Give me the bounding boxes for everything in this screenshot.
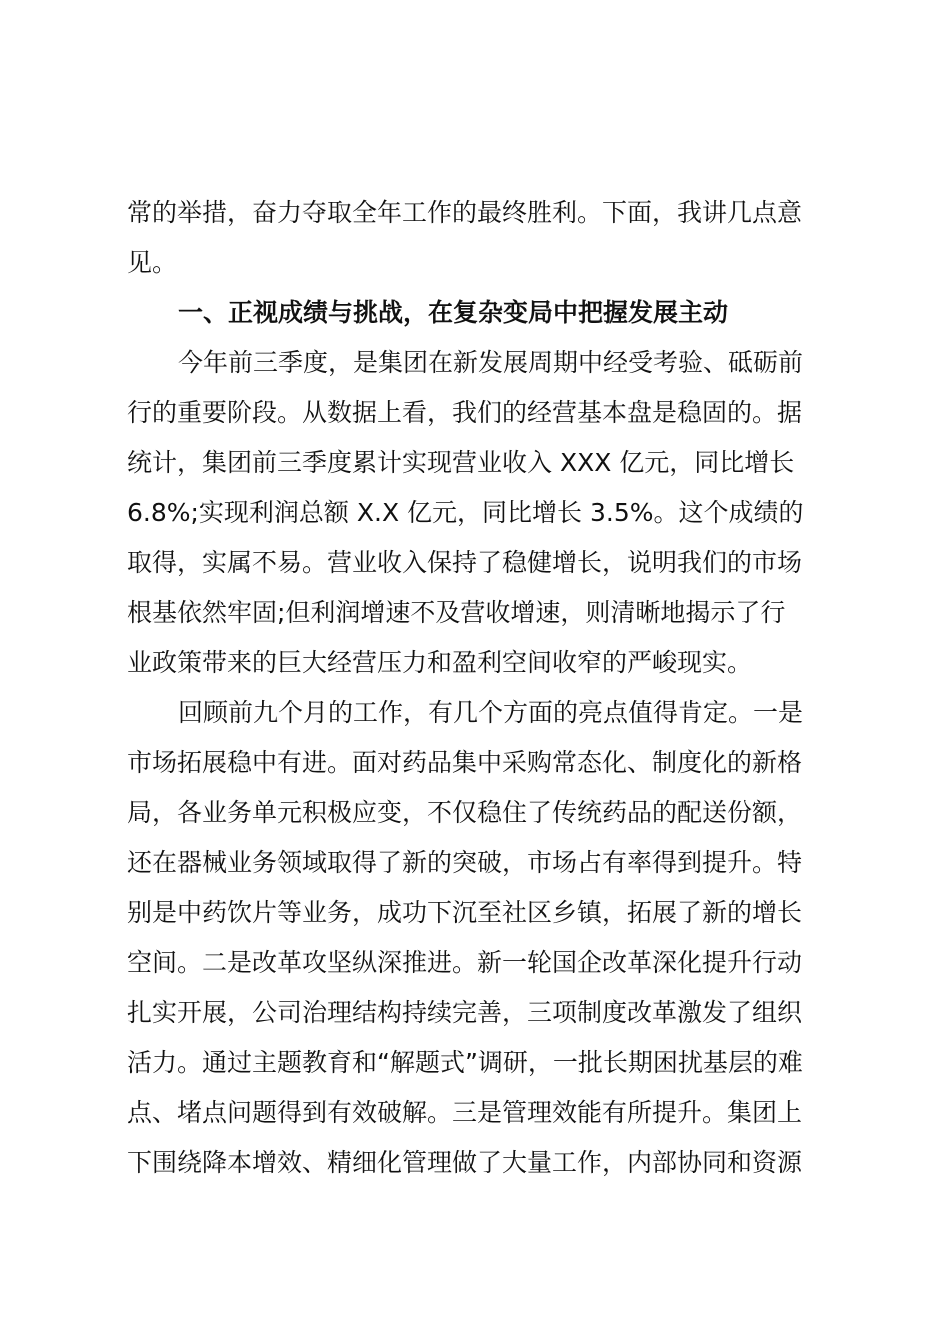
paragraph-line: 统计，集团前三季度累计实现营业收入 XXX 亿元，同比增长	[127, 448, 795, 477]
paragraph-line: 业政策带来的巨大经营压力和盈利空间收窄的严峻现实。	[127, 648, 753, 677]
paragraph-line: 取得，实属不易。营业收入保持了稳健增长，说明我们的市场	[127, 548, 803, 577]
paragraph-line: 常的举措，奋力夺取全年工作的最终胜利。下面，我讲几点意	[127, 198, 803, 227]
paragraph-line: 根基依然牢固;但利润增速不及营收增速，则清晰地揭示了行	[127, 598, 786, 627]
paragraph-line: 行的重要阶段。从数据上看，我们的经营基本盘是稳固的。据	[127, 398, 803, 427]
paragraph-line: 空间。二是改革攻坚纵深推进。新一轮国企改革深化提升行动	[127, 948, 803, 977]
paragraph-line: 今年前三季度，是集团在新发展周期中经受考验、砥砺前	[178, 348, 804, 377]
paragraph-line: 6.8%;实现利润总额 X.X 亿元，同比增长 3.5%。这个成绩的	[127, 498, 804, 527]
paragraph-line: 局，各业务单元积极应变，不仅稳住了传统药品的配送份额，	[127, 798, 803, 827]
paragraph-line: 扎实开展，公司治理结构持续完善，三项制度改革激发了组织	[127, 998, 803, 1027]
paragraph-line: 活力。通过主题教育和“解题式”调研，一批长期困扰基层的难	[127, 1048, 803, 1077]
paragraph-line: 别是中药饮片等业务，成功下沉至社区乡镇，拓展了新的增长	[127, 898, 803, 927]
paragraph-line: 市场拓展稳中有进。面对药品集中采购常态化、制度化的新格	[127, 748, 803, 777]
paragraph-line: 点、堵点问题得到有效破解。三是管理效能有所提升。集团上	[127, 1098, 803, 1127]
paragraph-line: 下围绕降本增效、精细化管理做了大量工作，内部协同和资源	[127, 1148, 803, 1177]
section-heading: 一、正视成绩与挑战，在复杂变局中把握发展主动	[178, 298, 729, 327]
paragraph-line: 还在器械业务领域取得了新的突破，市场占有率得到提升。特	[127, 848, 803, 877]
paragraph-line: 回顾前九个月的工作，有几个方面的亮点值得肯定。一是	[178, 698, 804, 727]
paragraph-line: 见。	[127, 248, 178, 277]
